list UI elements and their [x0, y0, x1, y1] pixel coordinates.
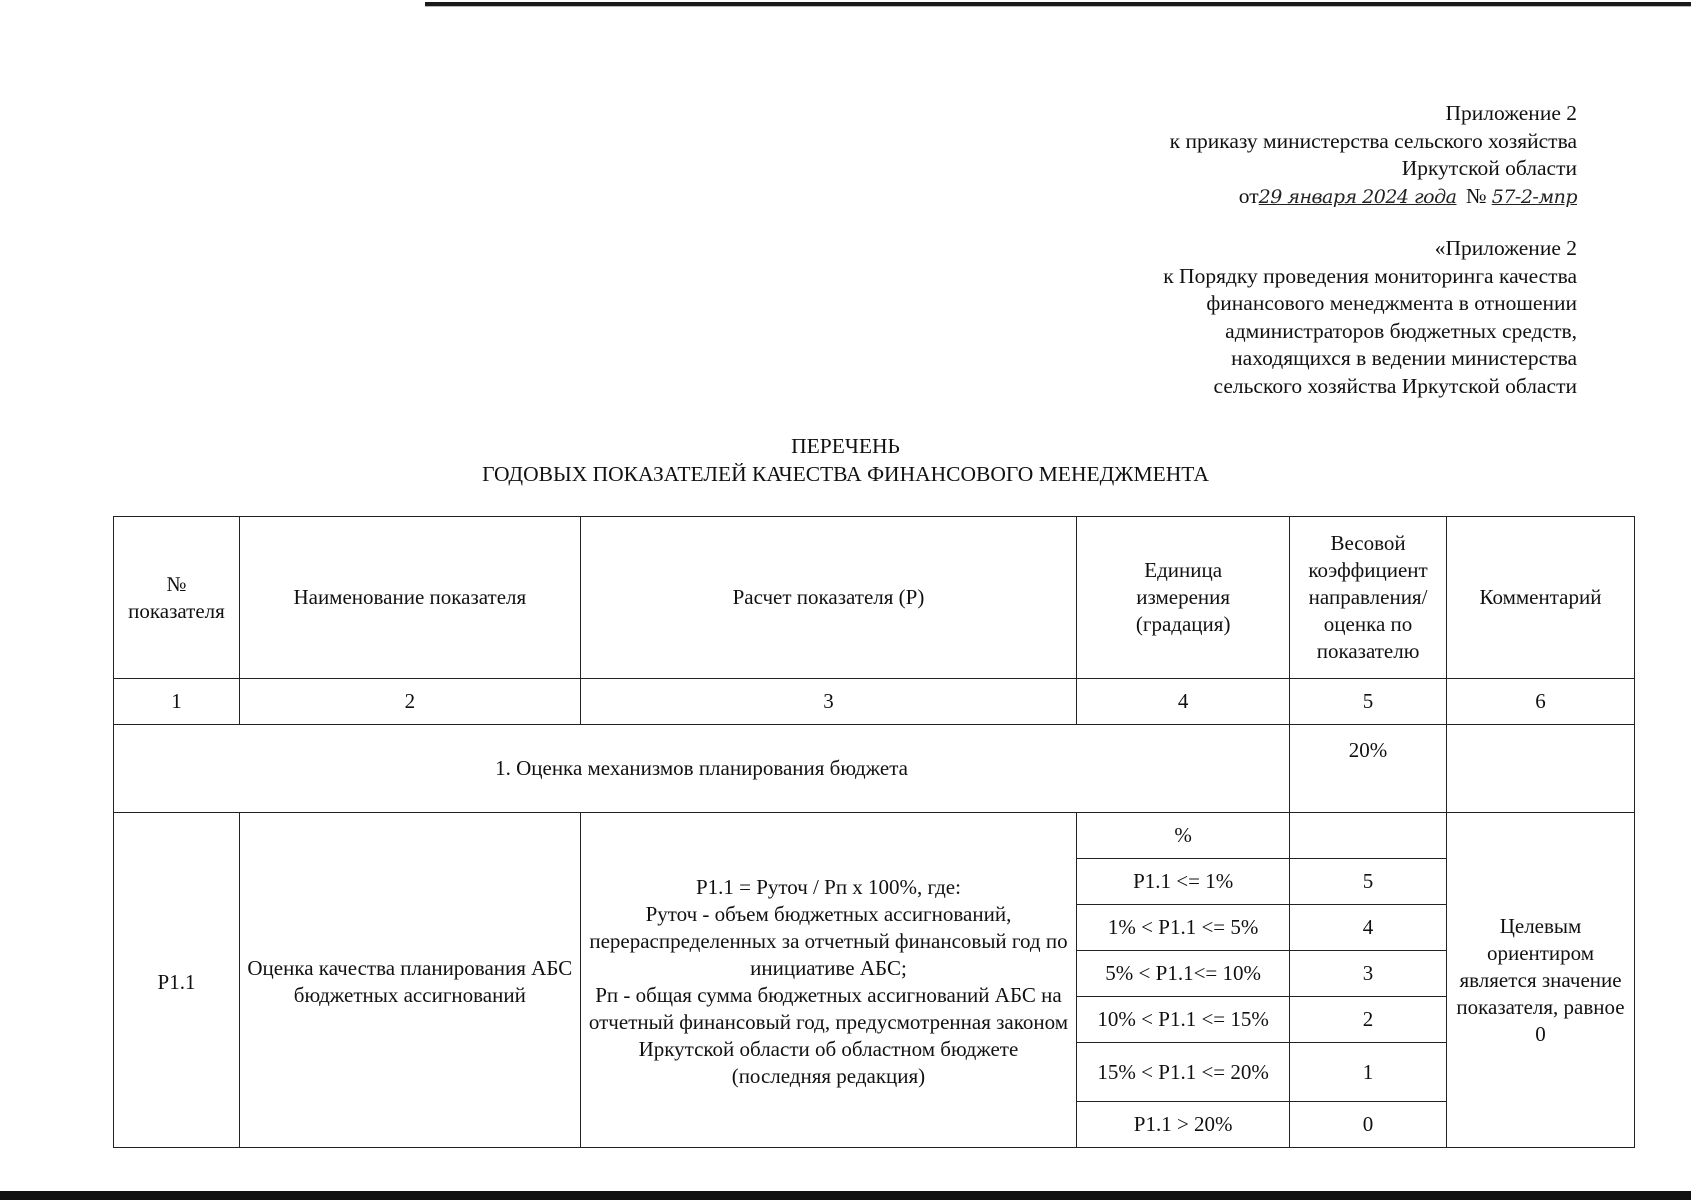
appendix-line: к приказу министерства сельского хозяйства	[1169, 128, 1577, 153]
section-weight: 20%	[1290, 725, 1447, 813]
gradation-range: 10% < P1.1 <= 15%	[1077, 997, 1290, 1043]
column-number: 6	[1447, 679, 1635, 725]
inner-appendix-line: финансового менеджмента в отношении	[1206, 291, 1577, 315]
unit-weight-cell	[1290, 813, 1447, 859]
order-date-handwritten: 29 января 2024 года	[1258, 185, 1457, 208]
header-cell-calculation: Расчет показателя (P)	[580, 517, 1077, 679]
table-row	[114, 813, 1635, 859]
title-line-2: ГОДОВЫХ ПОКАЗАТЕЛЕЙ КАЧЕСТВА ФИНАНСОВОГО МЕНЕДЖМЕНТА	[482, 462, 1209, 486]
gradation-range: 15% < P1.1 <= 20%	[1077, 1043, 1290, 1102]
formula-line: Pп - общая сумма бюджетных ассигнований АБС на отчетный финансовый год, предусмотренная законом Иркутской области об областном бюджете (последняя редакция)	[588, 983, 1068, 1088]
column-number: 4	[1077, 679, 1290, 725]
appendix-header	[1017, 100, 1577, 400]
section-comment	[1447, 725, 1635, 813]
header-cell-unit: Единица измерения (градация)	[1077, 517, 1290, 679]
gradation-score: 4	[1290, 905, 1447, 951]
column-number: 1	[114, 679, 240, 725]
header-cell-comment: Комментарий	[1447, 517, 1635, 679]
gradation-score: 1	[1290, 1043, 1447, 1102]
section-title: 1. Оценка механизмов планирования бюджета	[114, 725, 1290, 813]
indicator-name: Оценка качества планирования АБС бюджетных ассигнований	[239, 813, 580, 1148]
gradation-score: 5	[1290, 859, 1447, 905]
appendix-line: Иркутской области	[1401, 156, 1577, 180]
order-number-handwritten: 57-2-мпр	[1491, 185, 1577, 208]
indicator-comment: Целевым ориентиром является значение показателя, равное 0	[1447, 813, 1635, 1148]
document-title	[0, 432, 1691, 488]
gradation-range: 1% < P1.1 <= 5%	[1077, 905, 1290, 951]
inner-appendix-line: находящихся в ведении министерства	[1231, 346, 1577, 370]
header-cell-name: Наименование показателя	[239, 517, 580, 679]
formula-line: P1.1 = Pуточ / Pп x 100%, где:	[695, 875, 961, 899]
column-numbers-row	[114, 679, 1635, 725]
indicators-table	[113, 516, 1635, 1148]
gradation-range: P1.1 <= 1%	[1077, 859, 1290, 905]
gradation-score: 0	[1290, 1102, 1447, 1148]
gradation-range: P1.1 > 20%	[1077, 1102, 1290, 1148]
gradation-score: 3	[1290, 951, 1447, 997]
order-from-label: от	[1238, 183, 1259, 208]
indicator-id: P1.1	[114, 813, 240, 1148]
order-no-label: №	[1465, 183, 1487, 208]
appendix-title: Приложение 2	[1445, 101, 1577, 125]
header-cell-number: № показателя	[114, 517, 240, 679]
gradation-score: 2	[1290, 997, 1447, 1043]
title-line-1: ПЕРЕЧЕНЬ	[791, 434, 900, 458]
scan-edge-top-shadow	[425, 6, 1691, 7]
table-header-row	[114, 517, 1635, 679]
gradation-range: 5% < P1.1<= 10%	[1077, 951, 1290, 997]
column-number: 2	[239, 679, 580, 725]
indicator-formula	[580, 813, 1077, 1148]
inner-appendix-line: администраторов бюджетных средств,	[1225, 318, 1577, 343]
scan-edge-bottom	[0, 1191, 1691, 1200]
column-number: 5	[1290, 679, 1447, 725]
inner-appendix-line: к Порядку проведения мониторинга качества	[1163, 263, 1577, 288]
section-row	[114, 725, 1635, 813]
unit-cell: %	[1077, 813, 1290, 859]
column-number: 3	[580, 679, 1077, 725]
inner-appendix-title: «Приложение 2	[1434, 236, 1577, 260]
header-cell-weight: Весовой коэффициент направления/ оценка по показателю	[1290, 517, 1447, 679]
inner-appendix-line: сельского хозяйства Иркутской области	[1213, 373, 1577, 398]
formula-line: Pуточ - объем бюджетных ассигнований, перераспределенных за отчетный финансовый год по инициативе АБС;	[589, 902, 1068, 980]
order-line	[1017, 183, 1577, 212]
